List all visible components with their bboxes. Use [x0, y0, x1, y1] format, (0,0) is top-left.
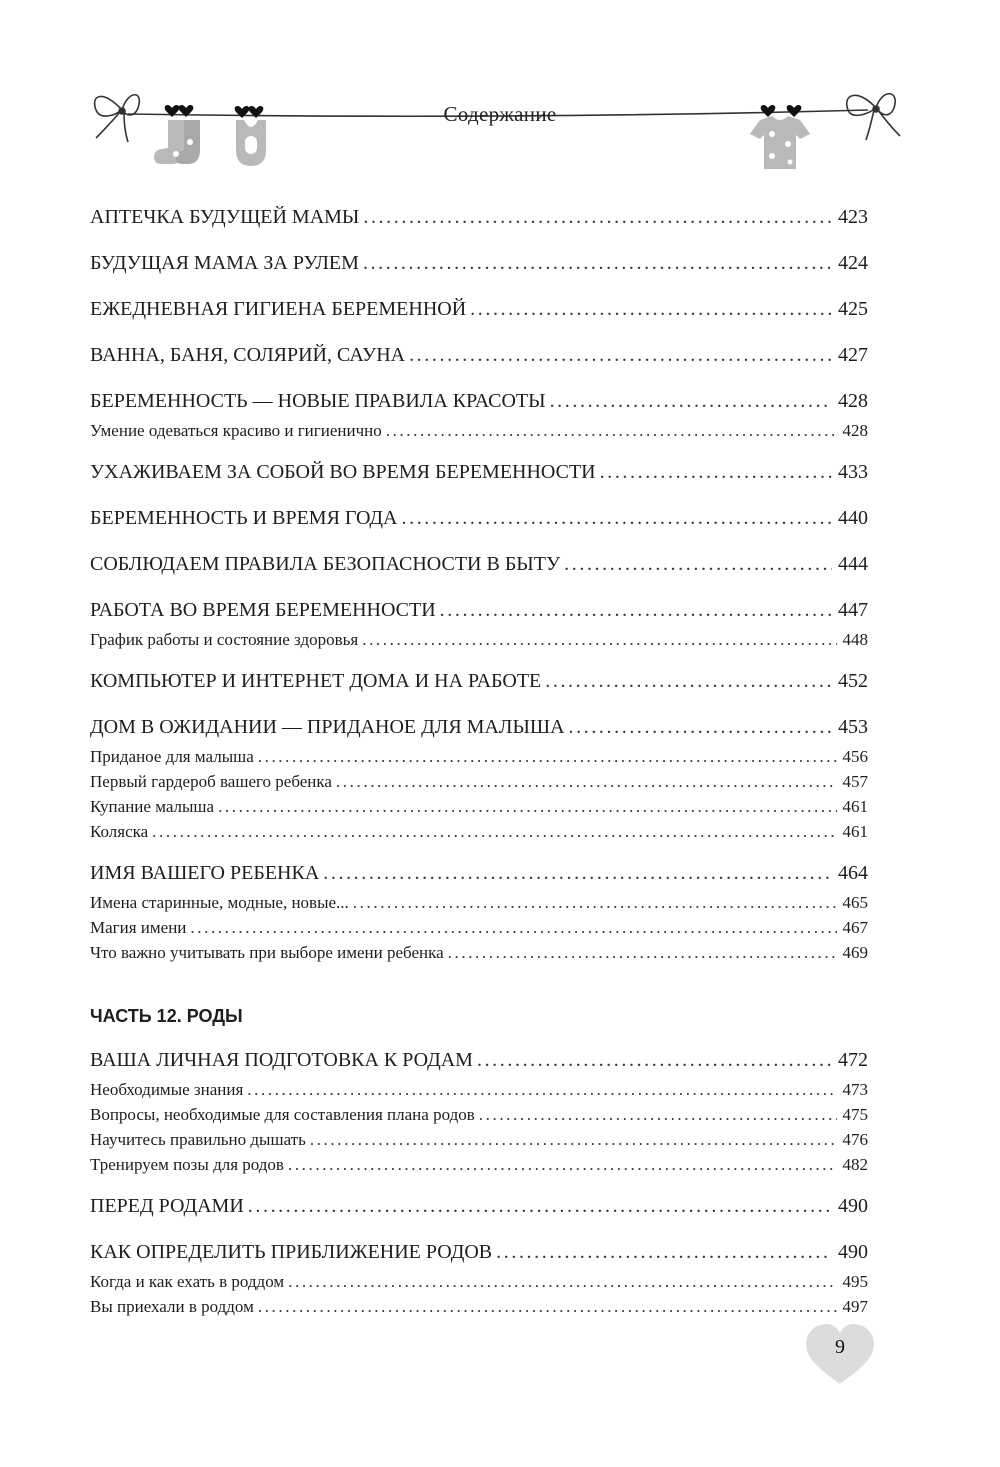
toc-page-number: 424	[838, 252, 868, 274]
toc-page-number: 452	[838, 670, 868, 692]
dot-leader	[386, 418, 837, 443]
toc-subentry[interactable]	[90, 1294, 868, 1319]
toc-entry-title: Имена старинные, модные, новые...	[90, 893, 349, 912]
dot-leader	[545, 664, 832, 698]
dot-leader	[440, 593, 832, 627]
toc-entry-title: БЕРЕМЕННОСТЬ И ВРЕМЯ ГОДА	[90, 507, 398, 529]
toc-page-number: 456	[842, 747, 868, 766]
toc-entry-title: Научитесь правильно дышать	[90, 1130, 306, 1149]
toc-page-number: 495	[842, 1272, 868, 1291]
toc-entry-title: ВАША ЛИЧНАЯ ПОДГОТОВКА К РОДАМ	[90, 1049, 473, 1071]
toc-chapter-entry[interactable]	[90, 384, 868, 418]
toc-entry-title: РАБОТА ВО ВРЕМЯ БЕРЕМЕННОСТИ	[90, 599, 436, 621]
dot-leader	[569, 710, 832, 744]
toc-entry-title: Магия имени	[90, 918, 187, 937]
toc-entry-title: АПТЕЧКА БУДУЩЕЙ МАМЫ	[90, 206, 360, 228]
table-of-contents	[90, 200, 868, 1319]
dot-leader	[402, 501, 833, 535]
toc-page-number: 497	[842, 1297, 868, 1316]
dot-leader	[152, 819, 836, 844]
toc-subentry[interactable]	[90, 1102, 868, 1127]
toc-entry-title: ИМЯ ВАШЕГО РЕБЕНКА	[90, 862, 320, 884]
toc-entry-title: Приданое для малыша	[90, 747, 254, 766]
toc-page-number: 490	[838, 1195, 868, 1217]
toc-subentry[interactable]	[90, 744, 868, 769]
toc-subentry[interactable]	[90, 627, 868, 652]
toc-subentry[interactable]	[90, 1077, 868, 1102]
toc-chapter-entry[interactable]	[90, 338, 868, 372]
toc-subentry[interactable]	[90, 769, 868, 794]
dot-leader	[496, 1235, 832, 1269]
toc-page-number: 448	[842, 630, 868, 649]
toc-chapter-entry[interactable]	[90, 856, 868, 890]
dot-leader	[362, 627, 836, 652]
toc-chapter-entry[interactable]	[90, 1235, 868, 1269]
toc-entry-title: Вы приехали в роддом	[90, 1297, 254, 1316]
toc-chapter-entry[interactable]	[90, 455, 868, 489]
toc-subentry[interactable]	[90, 418, 868, 443]
dot-leader	[248, 1189, 832, 1223]
toc-entry-title: ДОМ В ОЖИДАНИИ — ПРИДАНОЕ ДЛЯ МАЛЫША	[90, 716, 565, 738]
toc-subentry[interactable]	[90, 1269, 868, 1294]
toc-entry-title: ПЕРЕД РОДАМИ	[90, 1195, 244, 1217]
dot-leader	[323, 856, 832, 890]
page-number-badge	[804, 1324, 876, 1386]
toc-entry-title: График работы и состояние здоровья	[90, 630, 359, 649]
dot-leader	[288, 1152, 837, 1177]
part-heading: ЧАСТЬ 12. РОДЫ	[90, 1006, 243, 1026]
toc-page-number: 461	[842, 797, 868, 816]
running-title: Содержание	[443, 102, 557, 126]
toc-page-number: 428	[842, 421, 868, 440]
toc-entry-title: КАК ОПРЕДЕЛИТЬ ПРИБЛИЖЕНИЕ РОДОВ	[90, 1241, 493, 1263]
toc-page-number: 433	[838, 461, 868, 483]
toc-chapter-entry[interactable]	[90, 547, 868, 581]
dot-leader	[564, 547, 832, 581]
dot-leader	[218, 794, 836, 819]
toc-chapter-entry[interactable]	[90, 246, 868, 280]
dot-leader	[363, 246, 832, 280]
toc-entry-title: Когда и как ехать в роддом	[90, 1272, 285, 1291]
toc-page-number: 465	[842, 893, 868, 912]
toc-page-number: 461	[842, 822, 868, 841]
toc-entry-title: СОБЛЮДАЕМ ПРАВИЛА БЕЗОПАСНОСТИ В БЫТУ	[90, 553, 561, 575]
toc-page-number: 473	[842, 1080, 868, 1099]
toc-page-number: 490	[838, 1241, 868, 1263]
toc-chapter-entry[interactable]	[90, 200, 868, 234]
dot-leader	[310, 1127, 837, 1152]
dot-leader	[363, 200, 832, 234]
toc-entry-title: Тренируем позы для родов	[90, 1155, 284, 1174]
dot-leader	[190, 915, 836, 940]
toc-page-number: 444	[838, 553, 868, 575]
dot-leader	[353, 890, 837, 915]
toc-page-number: 476	[842, 1130, 868, 1149]
dot-leader	[479, 1102, 837, 1127]
dot-leader	[247, 1077, 836, 1102]
toc-page-number: 427	[838, 344, 868, 366]
running-header	[0, 80, 1000, 190]
dot-leader	[470, 292, 832, 326]
dot-leader	[409, 338, 832, 372]
toc-entry-title: Умение одеваться красиво и гигиенично	[90, 421, 382, 440]
toc-page-number: 467	[842, 918, 868, 937]
dot-leader	[258, 744, 837, 769]
toc-page-number: 482	[842, 1155, 868, 1174]
dot-leader	[336, 769, 837, 794]
toc-subentry[interactable]	[90, 940, 868, 965]
clothesline-ornament	[0, 80, 1000, 190]
toc-page-number: 440	[838, 507, 868, 529]
toc-entry-title: КОМПЬЮТЕР И ИНТЕРНЕТ ДОМА И НА РАБОТЕ	[90, 670, 542, 692]
toc-entry-title: Первый гардероб вашего ребенка	[90, 772, 332, 791]
toc-entry-title: Купание малыша	[90, 797, 215, 816]
dot-leader	[477, 1043, 832, 1077]
toc-chapter-entry[interactable]	[90, 710, 868, 744]
dot-leader	[600, 455, 832, 489]
toc-entry-title: БЕРЕМЕННОСТЬ — НОВЫЕ ПРАВИЛА КРАСОТЫ	[90, 390, 546, 412]
toc-page-number: 453	[838, 716, 868, 738]
toc-entry-title: Что важно учитывать при выборе имени ребенка	[90, 943, 444, 962]
dot-leader	[448, 940, 837, 965]
toc-page-number: 469	[842, 943, 868, 962]
toc-page-number: 423	[838, 206, 868, 228]
toc-page-number: 447	[838, 599, 868, 621]
toc-subentry[interactable]	[90, 1152, 868, 1177]
toc-chapter-entry[interactable]	[90, 1189, 868, 1223]
toc-subentry[interactable]	[90, 794, 868, 819]
toc-chapter-entry[interactable]	[90, 664, 868, 698]
toc-subentry[interactable]	[90, 890, 868, 915]
toc-entry-title: Вопросы, необходимые для составления плана родов	[90, 1105, 475, 1124]
toc-chapter-entry[interactable]	[90, 1043, 868, 1077]
toc-entry-title: ЕЖЕДНЕВНАЯ ГИГИЕНА БЕРЕМЕННОЙ	[90, 298, 467, 320]
toc-page-number: 428	[838, 390, 868, 412]
toc-page-number: 475	[842, 1105, 868, 1124]
toc-subentry[interactable]	[90, 915, 868, 940]
toc-entry-title: Необходимые знания	[90, 1080, 244, 1099]
toc-chapter-entry[interactable]	[90, 593, 868, 627]
toc-chapter-entry[interactable]	[90, 292, 868, 326]
toc-page-number: 457	[842, 772, 868, 791]
dot-leader	[258, 1294, 837, 1319]
toc-entry-title: УХАЖИВАЕМ ЗА СОБОЙ ВО ВРЕМЯ БЕРЕМЕННОСТИ	[90, 461, 596, 483]
toc-entry-title: Коляска	[90, 822, 149, 841]
page-number: 9	[835, 1336, 845, 1358]
toc-page-number: 472	[838, 1049, 868, 1071]
toc-subentry[interactable]	[90, 819, 868, 844]
toc-chapter-entry[interactable]	[90, 501, 868, 535]
dot-leader	[288, 1269, 836, 1294]
toc-entry-title: БУДУЩАЯ МАМА ЗА РУЛЕМ	[90, 252, 359, 274]
toc-subentry[interactable]	[90, 1127, 868, 1152]
toc-page-number: 425	[838, 298, 868, 320]
dot-leader	[550, 384, 832, 418]
toc-entry-title: ВАННА, БАНЯ, СОЛЯРИЙ, САУНА	[90, 344, 406, 366]
toc-page-number: 464	[838, 862, 868, 884]
